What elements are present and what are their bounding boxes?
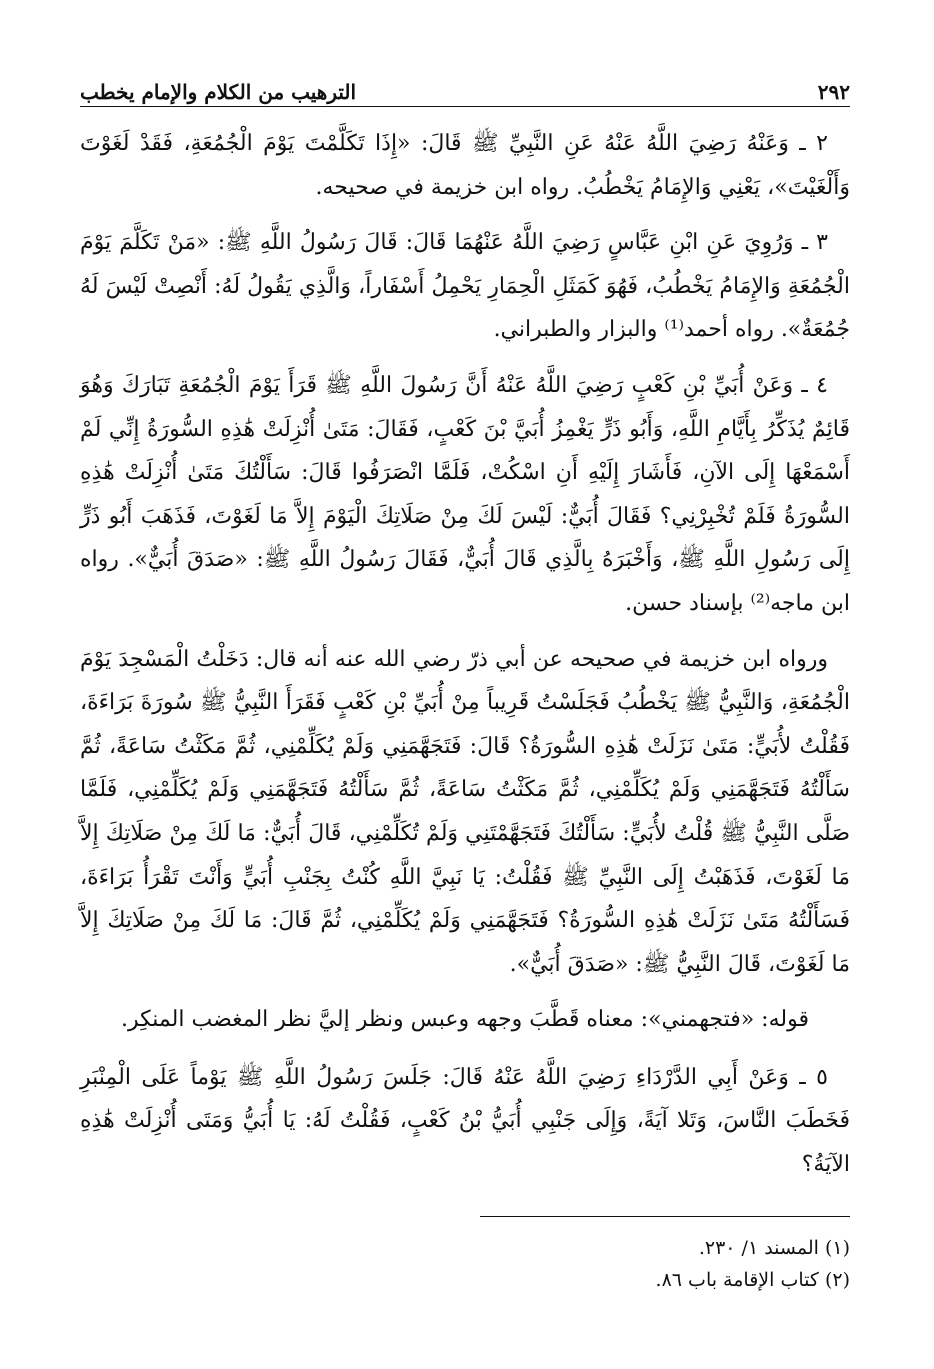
hadith-5: ٥ ـ وَعَنْ أَبِي الدَّرْدَاءِ رَضِيَ اللَّهُ عَنْهُ قَالَ: جَلَسَ رَسُولُ اللَّهِ ﷺ يَوْماً عَلَى الْمِنْبَرِ فَخَطَبَ النَّاسَ، وَتَلا آيَةً، وَإِلَى جَنْبِي أُبَيُّ بْنُ كَعْبٍ، فَقُلْتُ لَهُ: يَا أُبَيُّ وَمَتَى أُنْزِلَتْ هَٰذِهِ الآيَةُ؟	[80, 1064, 850, 1178]
running-title: الترهيب من الكلام والإمام يخطب	[80, 80, 357, 104]
word-explanation: قوله: «فتجهمني»: معناه قَطَّبَ وجهه وعبس ونظر إليَّ نظر المغضب المنكِر.	[121, 1007, 809, 1033]
footnote-1: (١) المسند ١/ ٢٣٠.	[698, 1237, 850, 1259]
hadith-3: ٣ ـ وَرُوِيَ عَنِ ابْنِ عَبَّاسٍ رَضِيَ اللَّهُ عَنْهُمَا قَالَ: قَالَ رَسُولُ اللَّهِ ﷺ: «مَنْ تَكَلَّمَ يَوْمَ الْجُمُعَةِ وَالإِمَامُ يَخْطُبُ، فَهُوَ كَمَثَلِ الْحِمَارِ يَحْمِلُ أَسْفَاراً، وَالَّذِي يَقُولُ لَهُ: أَنْصِتْ لَيْسَ لَهُ جُمُعَةٌ». رواه أحمد⁽¹⁾ والبزار والطبراني.	[80, 230, 850, 343]
footnotes	[80, 1232, 850, 1296]
main-text	[80, 122, 850, 1199]
hadith-4: ٤ ـ وَعَنْ أُبَيِّ بْنِ كَعْبٍ رَضِيَ اللَّهُ عَنْهُ أَنَّ رَسُولَ اللَّهِ ﷺ قَرَأَ يَوْمَ الْجُمُعَةِ تَبَارَكَ وَهُوَ قَائِمٌ يُذَكِّرُ بِأَيَّامِ اللَّهِ، وَأَبُو ذَرٍّ يَغْمِزُ أُبَيَّ بْنَ كَعْبٍ، فَقَالَ: مَتَىٰ أُنْزِلَتْ هَٰذِهِ السُّورَةُ إِنِّي لَمْ أَسْمَعْهَا إِلَى الآنِ، فَأَشَارَ إِلَيْهِ أَنِ اسْكُتْ، فَلَمَّا انْصَرَفُوا قَالَ: سَأَلْتُكَ مَتَىٰ أُنْزِلَتْ هَٰذِهِ السُّورَةُ فَلَمْ تُخْبِرْنِي؟ فَقَالَ أُبَيٌّ: لَيْسَ لَكَ مِنْ صَلَاتِكَ الْيَوْمَ إِلاَّ مَا لَغَوْتَ، فَذَهَبَ أَبُو ذَرٍّ إِلَى رَسُولِ اللَّهِ ﷺ، وَأَخْبَرَهُ بِالَّذِي قَالَ أُبَيٌّ، فَقَالَ رَسُولُ اللَّهِ ﷺ: «صَدَقَ أُبَيٌّ». رواه ابن ماجه⁽²⁾ بإسناد حسن.	[80, 372, 850, 616]
page-number: ٢٩٢	[817, 80, 850, 104]
footnote-divider	[480, 1216, 850, 1217]
hadith-4-variant: ورواه ابن خزيمة في صحيحه عن أبي ذرّ رضي الله عنه أنه قال: دَخَلْتُ الْمَسْجِدَ يَوْمَ الْجُمُعَةِ، وَالنَّبِيُّ ﷺ يَخْطُبُ فَجَلَسْتُ قَرِيباً مِنْ أُبَيِّ بْنِ كَعْبٍ فَقَرَأَ النَّبِيُّ ﷺ سُورَةَ بَرَاءَةَ، فَقُلْتُ لأُبَيٍّ: مَتَىٰ نَزَلَتْ هَٰذِهِ السُّورَةُ؟ قَالَ: فَتَجَهَّمَنِي وَلَمْ يُكَلِّمْنِي، ثُمَّ مَكَثْتُ سَاعَةً، ثُمَّ سَأَلْتُهُ فَتَجَهَّمَنِي وَلَمْ يُكَلِّمْنِي، ثُمَّ مَكَثْتُ سَاعَةً، ثُمَّ سَأَلْتُهُ فَتَجَهَّمَنِي وَلَمْ يُكَلِّمْنِي، فَلَمَّا صَلَّى النَّبِيُّ ﷺ قُلْتُ لأُبَيٍّ: سَأَلْتُكَ فَتَجَهَّمْتَنِي وَلَمْ تُكَلِّمْنِي، قَالَ أُبَيٌّ: مَا لَكَ مِنْ صَلَاتِكَ إِلاَّ مَا لَغَوْتَ، فَذَهَبْتُ إِلَى النَّبِيِّ ﷺ فَقُلْتُ: يَا نَبِيَّ اللَّهِ كُنْتُ بِجَنْبِ أُبَيٍّ وَأَنْتَ تَقْرَأُ بَرَاءَةَ، فَسَأَلْتُهُ مَتَىٰ نَزَلَتْ هَٰذِهِ السُّورَةُ؟ فَتَجَهَّمَنِي وَلَمْ يُكَلِّمْنِي، ثُمَّ قَالَ: مَا لَكَ مِنْ صَلَاتِكَ إِلاَّ مَا لَغَوْتَ، قَالَ النَّبِيُّ ﷺ: «صَدَقَ أُبَيٌّ».	[80, 646, 850, 977]
footnote-2: (٢) كتاب الإقامة باب ٨٦.	[655, 1269, 850, 1291]
page-header	[80, 72, 850, 107]
hadith-2: ٢ ـ وَعَنْهُ رَضِيَ اللَّهُ عَنْهُ عَنِ النَّبِيِّ ﷺ قَالَ: «إِذَا تَكَلَّمْتَ يَوْمَ الْجُمُعَةِ، فَقَدْ لَغَوْتَ وَأَلْغَيْتَ»، يَعْنِي وَالإِمَامُ يَخْطُبُ. رواه ابن خزيمة في صحيحه.	[80, 131, 850, 200]
